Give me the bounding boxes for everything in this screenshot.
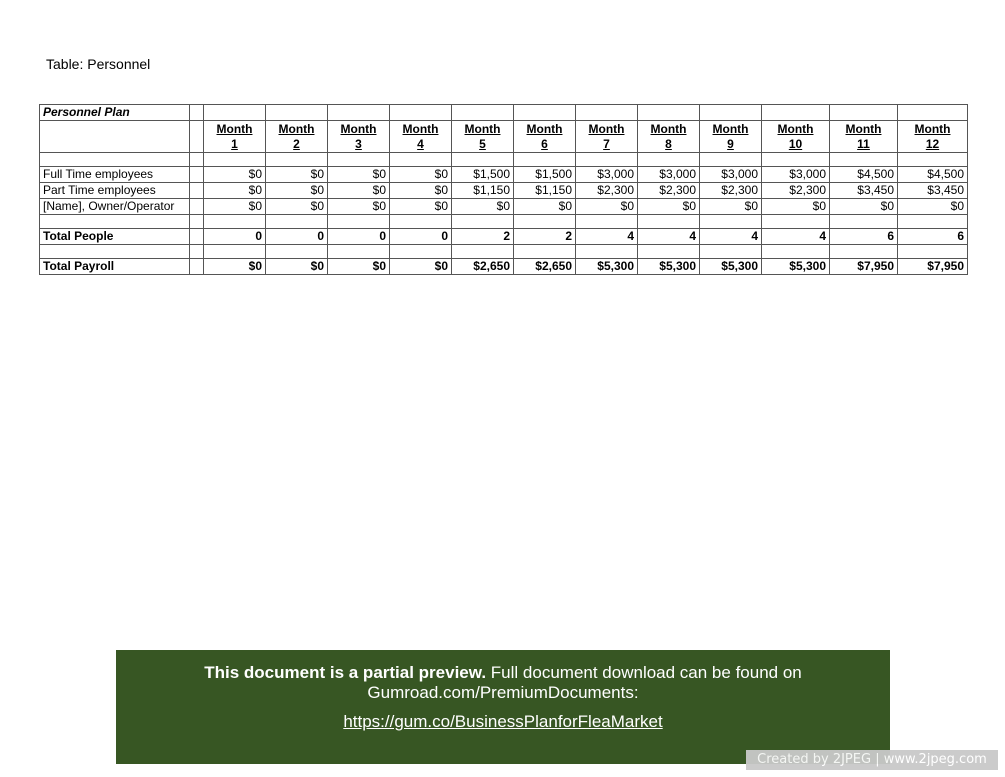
empty-cell xyxy=(204,153,266,167)
month-header xyxy=(638,121,700,153)
value-cell: $0 xyxy=(898,199,968,215)
value-cell: $0 xyxy=(390,199,452,215)
total-value: $5,300 xyxy=(762,259,830,275)
month-header xyxy=(898,121,968,153)
month-number: 7 xyxy=(603,137,610,151)
plan-name-row xyxy=(40,105,968,121)
total-value: $5,300 xyxy=(638,259,700,275)
empty-cell xyxy=(762,105,830,121)
total-value: 6 xyxy=(898,229,968,245)
empty-cell xyxy=(830,153,898,167)
empty-cell xyxy=(898,245,968,259)
month-number: 11 xyxy=(857,137,870,151)
value-cell: $0 xyxy=(204,167,266,183)
month-number: 2 xyxy=(293,137,300,151)
empty-cell xyxy=(266,105,328,121)
empty-cell xyxy=(638,105,700,121)
total-value: $0 xyxy=(328,259,390,275)
value-cell: $0 xyxy=(266,183,328,199)
total-value: 4 xyxy=(638,229,700,245)
total-label: Total Payroll xyxy=(40,259,190,275)
total-value: $0 xyxy=(390,259,452,275)
empty-cell xyxy=(266,215,328,229)
spacer-cell xyxy=(190,105,204,121)
value-cell: $2,300 xyxy=(762,183,830,199)
empty-cell xyxy=(830,245,898,259)
total-value: 0 xyxy=(390,229,452,245)
value-cell: $0 xyxy=(576,199,638,215)
total-value: $7,950 xyxy=(898,259,968,275)
value-cell: $0 xyxy=(328,199,390,215)
empty-cell xyxy=(576,153,638,167)
empty-cell xyxy=(830,105,898,121)
spacer-cell xyxy=(190,153,204,167)
total-value: 4 xyxy=(700,229,762,245)
banner-text: Full document download can be found on xyxy=(486,663,802,682)
month-number: 10 xyxy=(788,137,803,151)
total-value: $0 xyxy=(204,259,266,275)
value-cell: $4,500 xyxy=(830,167,898,183)
value-cell: $3,450 xyxy=(898,183,968,199)
total-people-row xyxy=(40,229,968,245)
empty-cell xyxy=(514,153,576,167)
month-number: 6 xyxy=(541,137,548,151)
empty-cell xyxy=(328,153,390,167)
empty-cell xyxy=(266,245,328,259)
month-header xyxy=(266,121,328,153)
empty-cell xyxy=(390,105,452,121)
empty-cell xyxy=(638,215,700,229)
watermark: Created by 2JPEG | www.2jpeg.com xyxy=(746,750,998,770)
blank-row xyxy=(40,153,968,167)
empty-cell xyxy=(638,153,700,167)
month-header xyxy=(576,121,638,153)
empty-cell xyxy=(40,121,190,153)
value-cell: $0 xyxy=(204,199,266,215)
empty-cell xyxy=(266,153,328,167)
month-header xyxy=(514,121,576,153)
total-value: $2,650 xyxy=(452,259,514,275)
spacer-cell xyxy=(190,259,204,275)
empty-cell xyxy=(700,153,762,167)
month-word: Month xyxy=(845,122,882,136)
empty-cell xyxy=(452,215,514,229)
empty-cell xyxy=(762,215,830,229)
value-cell: $3,000 xyxy=(700,167,762,183)
value-cell: $0 xyxy=(328,183,390,199)
month-word: Month xyxy=(278,122,315,136)
value-cell: $1,150 xyxy=(514,183,576,199)
value-cell: $1,500 xyxy=(452,167,514,183)
value-cell: $3,000 xyxy=(762,167,830,183)
row-label: Full Time employees xyxy=(40,167,190,183)
table-title: Table: Personnel xyxy=(46,56,151,72)
empty-cell xyxy=(898,215,968,229)
total-value: 4 xyxy=(762,229,830,245)
empty-cell xyxy=(204,215,266,229)
empty-cell xyxy=(576,105,638,121)
total-label: Total People xyxy=(40,229,190,245)
empty-cell xyxy=(514,245,576,259)
total-value: $5,300 xyxy=(576,259,638,275)
value-cell: $2,300 xyxy=(638,183,700,199)
empty-cell xyxy=(638,245,700,259)
download-link[interactable]: https://gum.co/BusinessPlanforFleaMarket xyxy=(343,712,663,731)
empty-cell xyxy=(328,245,390,259)
empty-cell xyxy=(204,245,266,259)
month-header xyxy=(452,121,514,153)
empty-cell xyxy=(762,245,830,259)
empty-cell xyxy=(830,215,898,229)
total-value: 0 xyxy=(266,229,328,245)
table-row xyxy=(40,183,968,199)
empty-cell xyxy=(700,105,762,121)
value-cell: $0 xyxy=(266,199,328,215)
month-header xyxy=(328,121,390,153)
plan-name: Personnel Plan xyxy=(40,105,190,121)
month-number: 9 xyxy=(727,137,734,151)
month-word: Month xyxy=(216,122,253,136)
empty-cell xyxy=(390,215,452,229)
empty-cell xyxy=(576,245,638,259)
month-number: 12 xyxy=(925,137,940,151)
month-number: 3 xyxy=(355,137,362,151)
empty-cell xyxy=(700,215,762,229)
empty-cell xyxy=(452,245,514,259)
value-cell: $3,000 xyxy=(638,167,700,183)
value-cell: $0 xyxy=(638,199,700,215)
empty-cell xyxy=(762,153,830,167)
value-cell: $1,150 xyxy=(452,183,514,199)
empty-cell xyxy=(328,215,390,229)
month-header xyxy=(830,121,898,153)
value-cell: $0 xyxy=(762,199,830,215)
month-word: Month xyxy=(464,122,501,136)
total-value: $2,650 xyxy=(514,259,576,275)
total-payroll-row xyxy=(40,259,968,275)
value-cell: $0 xyxy=(390,183,452,199)
month-number: 4 xyxy=(417,137,424,151)
value-cell: $2,300 xyxy=(700,183,762,199)
value-cell: $0 xyxy=(514,199,576,215)
month-word: Month xyxy=(340,122,377,136)
month-header xyxy=(762,121,830,153)
table-row xyxy=(40,167,968,183)
empty-cell xyxy=(576,215,638,229)
value-cell: $0 xyxy=(700,199,762,215)
empty-cell xyxy=(452,153,514,167)
value-cell: $4,500 xyxy=(898,167,968,183)
banner-text-line2: Gumroad.com/PremiumDocuments: xyxy=(367,683,639,702)
table-row xyxy=(40,199,968,215)
empty-cell xyxy=(514,215,576,229)
empty-cell xyxy=(390,153,452,167)
empty-cell xyxy=(40,153,190,167)
month-word: Month xyxy=(914,122,951,136)
value-cell: $3,450 xyxy=(830,183,898,199)
value-cell: $3,000 xyxy=(576,167,638,183)
banner-bold-text: This document is a partial preview. xyxy=(204,663,487,682)
total-value: 0 xyxy=(204,229,266,245)
value-cell: $0 xyxy=(830,199,898,215)
spacer-cell xyxy=(190,229,204,245)
month-number: 1 xyxy=(231,137,238,151)
total-value: 6 xyxy=(830,229,898,245)
month-header xyxy=(204,121,266,153)
spacer-cell xyxy=(190,199,204,215)
total-value: $5,300 xyxy=(700,259,762,275)
empty-cell xyxy=(700,245,762,259)
row-label: [Name], Owner/Operator xyxy=(40,199,190,215)
empty-cell xyxy=(898,105,968,121)
spacer-cell xyxy=(190,167,204,183)
empty-cell xyxy=(40,245,190,259)
value-cell: $0 xyxy=(390,167,452,183)
empty-cell xyxy=(204,105,266,121)
total-value: $0 xyxy=(266,259,328,275)
total-value: 2 xyxy=(452,229,514,245)
total-value: 4 xyxy=(576,229,638,245)
personnel-plan-table xyxy=(39,104,968,275)
spacer-cell xyxy=(190,183,204,199)
value-cell: $0 xyxy=(452,199,514,215)
banner-message xyxy=(116,663,890,703)
value-cell: $0 xyxy=(266,167,328,183)
month-word: Month xyxy=(777,122,814,136)
month-word: Month xyxy=(588,122,625,136)
month-number: 5 xyxy=(479,137,486,151)
month-header xyxy=(390,121,452,153)
spacer-cell xyxy=(190,121,204,153)
empty-cell xyxy=(40,215,190,229)
value-cell: $0 xyxy=(328,167,390,183)
empty-cell xyxy=(390,245,452,259)
preview-banner xyxy=(116,650,890,764)
total-value: 2 xyxy=(514,229,576,245)
row-label: Part Time employees xyxy=(40,183,190,199)
spacer-cell xyxy=(190,215,204,229)
value-cell: $2,300 xyxy=(576,183,638,199)
value-cell: $0 xyxy=(204,183,266,199)
month-number: 8 xyxy=(665,137,672,151)
total-value: 0 xyxy=(328,229,390,245)
spacer-cell xyxy=(190,245,204,259)
empty-cell xyxy=(514,105,576,121)
blank-row xyxy=(40,245,968,259)
empty-cell xyxy=(328,105,390,121)
total-value: $7,950 xyxy=(830,259,898,275)
blank-row xyxy=(40,215,968,229)
month-word: Month xyxy=(650,122,687,136)
month-word: Month xyxy=(526,122,563,136)
month-word: Month xyxy=(712,122,749,136)
empty-cell xyxy=(452,105,514,121)
value-cell: $1,500 xyxy=(514,167,576,183)
month-header xyxy=(700,121,762,153)
month-header-row xyxy=(40,121,968,153)
month-word: Month xyxy=(402,122,439,136)
empty-cell xyxy=(898,153,968,167)
